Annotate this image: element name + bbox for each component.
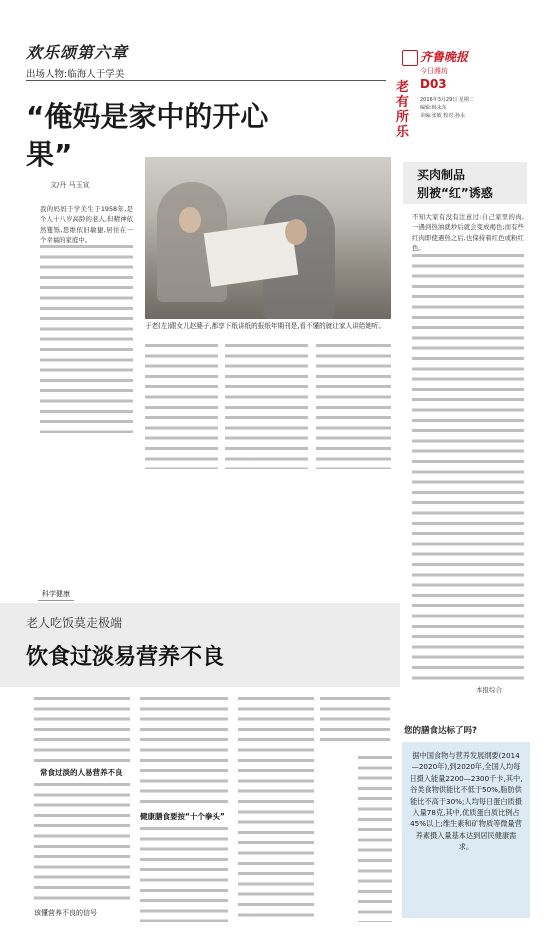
info-box [402, 742, 530, 918]
side-first-paragraph: 不知大家有没有注意过:自己家里的肉,一遇到热油就炒后就会变成褐色;而有些红肉即使遇热之后,也保持着红色或粉红色。 [412, 213, 524, 252]
health-body-col5 [358, 756, 392, 922]
subtitle-rule [26, 80, 386, 81]
page-code: D03 [420, 77, 447, 91]
health-body-col1 [34, 697, 130, 763]
side-headline-1: 买肉制品 [417, 168, 466, 182]
info-question: 您的膳食达标了吗? [404, 726, 477, 736]
health-subhead-1: 常食过淡的人易营养不良 [40, 768, 123, 777]
column-headline: “俺妈是家中的开心果” [26, 100, 269, 171]
date-line: 2016年3月29日 星期二 [420, 97, 474, 103]
edition-name: 今日潍坊 [420, 67, 448, 75]
column-author: 文/丹 马玉宣 [50, 181, 90, 189]
health-kicker: 老人吃饭莫走极端 [26, 616, 123, 630]
health-last-line: 该懂营养不良的信号 [34, 909, 97, 917]
design-line: 美编:张敏 校对:孙永 [420, 113, 465, 119]
health-headline: 饮食过淡易营养不良 [26, 645, 225, 670]
health-body-col3 [238, 697, 314, 922]
side-byline: 本报综合 [476, 686, 502, 694]
column-body-col2 [145, 344, 218, 469]
side-headline-2: 别被“红”诱惑 [417, 186, 493, 200]
column-subtitle: 出场人物:临海人于学美 [26, 69, 125, 80]
health-body-col2b [140, 827, 228, 922]
column-series-title: 欢乐颂第六章 [26, 43, 129, 62]
masthead [402, 40, 526, 124]
family-photo [145, 157, 391, 319]
column-body-col3 [225, 344, 308, 469]
health-body-col1b [34, 783, 130, 903]
column-body-col1 [40, 245, 133, 433]
health-tag: 科学健康 [38, 588, 74, 601]
column-first-paragraph: 我的妈妈于学美生于1958年,是个人十八岁高龄的老人,但精神依然矍铄,思维依旧敏捷,居住在一个幸福的家庭中。 [40, 205, 133, 244]
newspaper-name: 齐鲁晚报 [420, 50, 469, 64]
health-body-col4 [320, 697, 390, 745]
seal-icon [402, 50, 418, 66]
side-story-body [412, 254, 524, 680]
health-subhead-2: 健康膳食要按“十个拳头” [140, 812, 225, 821]
section-vertical-title: 老有所乐 [396, 80, 410, 140]
info-box-text: 据中国食物与营养发展纲要(2014—2020年),到2020年,全国人均每日摄入能量2200—2300千卡,其中,谷类食物供能比不低于50%,脂肪供能比不高于30%;人均每日蛋白质摄入量78克,其中,优质蛋白质比例占45%以上;维生素和矿物质等微量营养素摄入量基本达到居民健康需求。 [409, 751, 523, 852]
editor-line: 编辑:韩永东 [420, 105, 447, 111]
column-body-col4 [316, 344, 391, 469]
side-story-header [403, 162, 527, 204]
photo-caption: 于老(左)跟女儿赵婆子,都享下纸讲纸的报纸年期刊是,看不懂的就让家人讲给她听。 [145, 322, 386, 330]
health-body-col2 [140, 697, 228, 807]
